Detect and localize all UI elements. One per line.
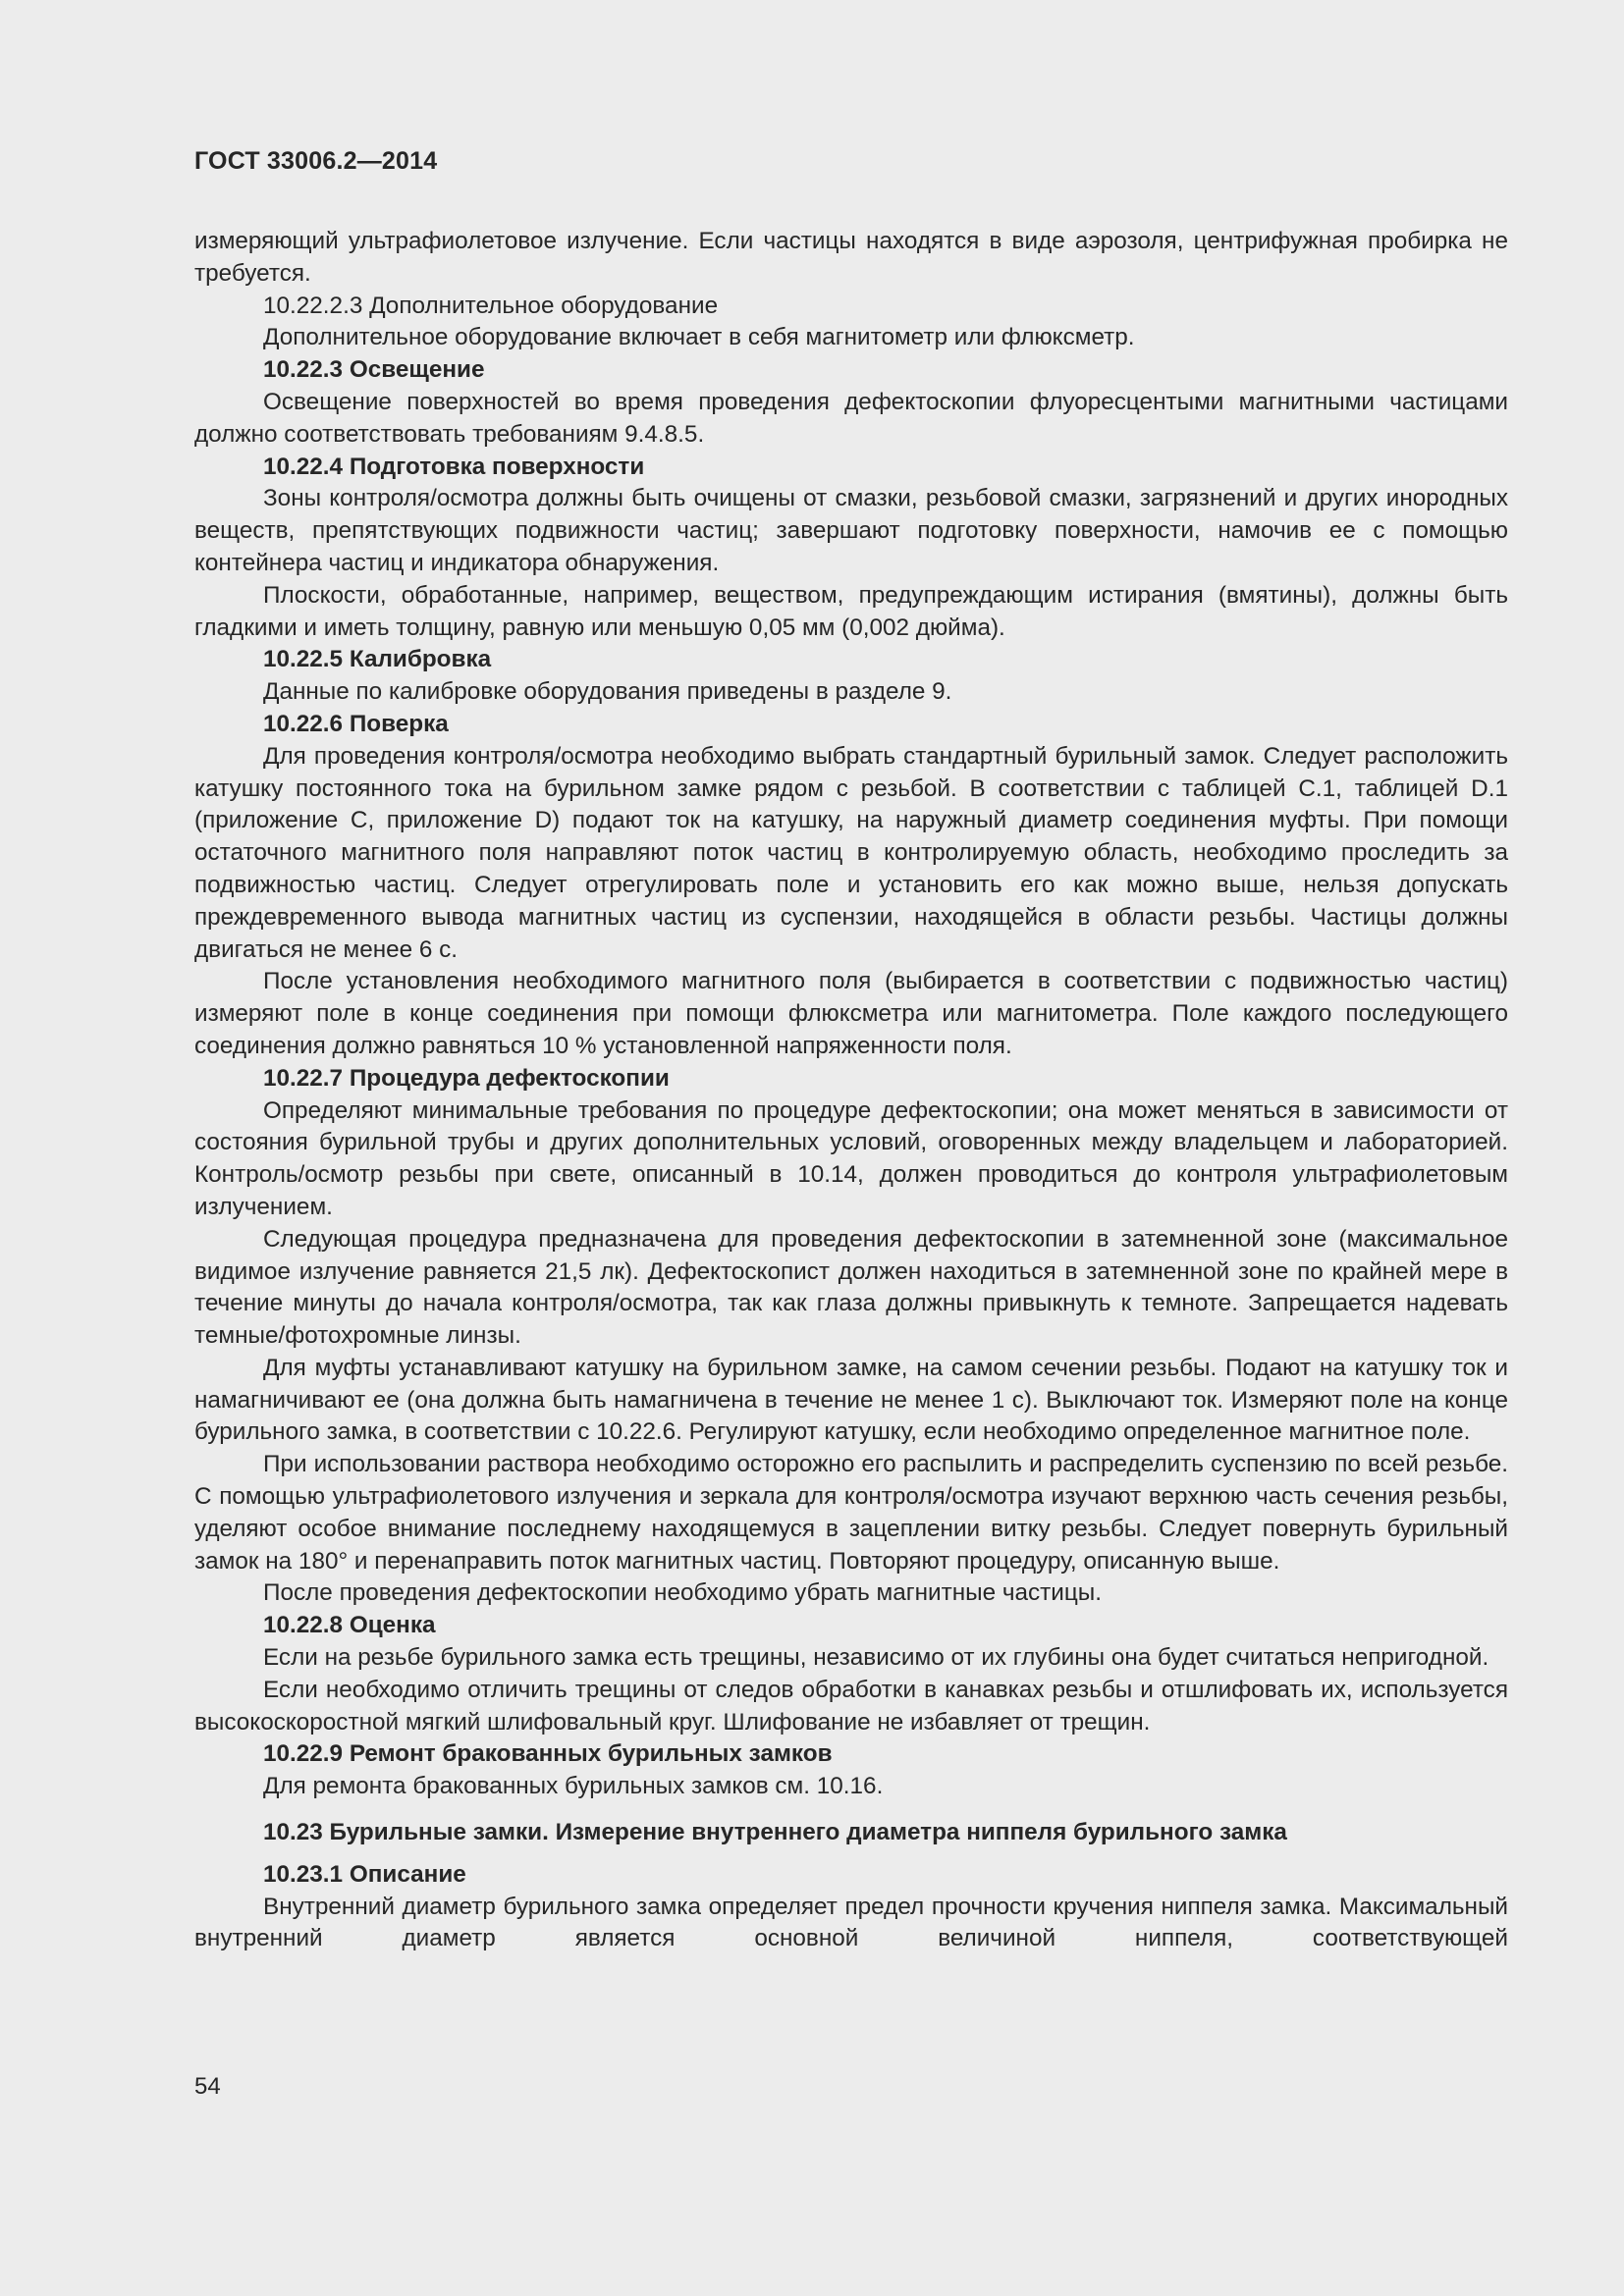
section-heading: 10.22.3 Освещение: [263, 356, 485, 384]
paragraph: Следующая процедура предназначена для проведения дефектоскопии в затемненной зоне (максимальное видимое излучение равняется 21,5 лк). Дефектоскопист должен находиться в затемненной зоне по крайней мере в течение минуты до начала контроля/осмотра, так как глаза должны привыкнуть к темноте. Запрещается надевать темные/фотохромные линзы.: [194, 1225, 1508, 1350]
page-number: 54: [194, 2073, 221, 2100]
paragraph: При использовании раствора необходимо осторожно его распылить и распределить суспензию по всей резьбе. С помощью ультрафиолетового излучения и зеркала для контроля/осмотра изучают верхнюю часть сечения резьбы, уделяют особое внимание последнему находящемуся в зацеплении витку резьбы. Следует повернуть бурильный замок на 180° и перенаправить поток магнитных частиц. Повторяют процедуру, описанную выше.: [194, 1451, 1508, 1575]
paragraph: Определяют минимальные требования по процедуре дефектоскопии; она может меняться в зависимости от состояния бурильной трубы и других дополнительных условий, оговоренных между владельцем и лабораторией. Контроль/осмотр резьбы при свете, описанный в 10.14, должен проводиться до контроля ультрафиолетовым излучением.: [194, 1096, 1508, 1220]
paragraph: измеряющий ультрафиолетовое излучение. Если частицы находятся в виде аэрозоля, центрифужная пробирка не требуется.: [194, 228, 1508, 287]
paragraph: Для муфты устанавливают катушку на бурильном замке, на самом сечении резьбы. Подают на катушку ток и намагничивают ее (она должна быть намагничена в течение не менее 1 с). Выключают ток. Измеряют поле на конце бурильного замка, в соответствии с 10.22.6. Регулируют катушку, если необходимо определенное магнитное поле.: [194, 1354, 1508, 1446]
paragraph: Освещение поверхностей во время проведения дефектоскопии флуоресцентыми магнитными частицами должно соответствовать требованиям 9.4.8.5.: [194, 388, 1508, 448]
paragraph: Для ремонта бракованных бурильных замков см. 10.16.: [263, 1773, 884, 1800]
paragraph: Плоскости, обработанные, например, веществом, предупреждающим истирания (вмятины), должны быть гладкими и иметь толщину, равную или меньшую 0,05 мм (0,002 дюйма).: [194, 581, 1508, 641]
section-heading: 10.22.8 Оценка: [263, 1612, 436, 1639]
paragraph: Если необходимо отличить трещины от следов обработки в канавках резьбы и отшлифовать их, используется высокоскоростной мягкий шлифовальный круг. Шлифование не избавляет от трещин.: [194, 1676, 1508, 1735]
paragraph: Дополнительное оборудование включает в себя магнитометр или флюксметр.: [263, 324, 1135, 351]
document-body: [194, 226, 1508, 1955]
section-heading: 10.22.4 Подготовка поверхности: [263, 453, 645, 480]
section-heading: 10.22.9 Ремонт бракованных бурильных замков: [263, 1740, 833, 1768]
section-heading: 10.22.6 Поверка: [263, 710, 449, 737]
paragraph: Внутренний диаметр бурильного замка определяет предел прочности кручения ниппеля замка. Максимальный внутренний диаметр является основной величиной ниппеля, соответствующей: [194, 1893, 1508, 1952]
paragraph: После установления необходимого магнитного поля (выбирается в соответствии с подвижностью частиц) измеряют поле в конце соединения при помощи флюксметра или магнитометра. Поле каждого последующего соединения должно равняться 10 % установленной напряженности поля.: [194, 968, 1508, 1059]
paragraph: После проведения дефектоскопии необходимо убрать магнитные частицы.: [263, 1579, 1103, 1607]
chapter-heading: 10.23 Бурильные замки. Измерение внутреннего диаметра ниппеля бурильного замка: [263, 1819, 1287, 1846]
section-heading: 10.22.7 Процедура дефектоскопии: [263, 1064, 670, 1092]
section-heading: 10.22.5 Калибровка: [263, 646, 492, 673]
paragraph: Для проведения контроля/осмотра необходимо выбрать стандартный бурильный замок. Следует расположить катушку постоянного тока на бурильном замке рядом с резьбой. В соответствии с таблицей С.1, таблицей D.1 (приложение С, приложение D) подают ток на катушку, на наружный диаметр соединения муфты. При помощи остаточного магнитного поля направляют поток частиц в контролируемую область, необходимо проследить за подвижностью частиц. Следует отрегулировать поле и установить его как можно выше, нельзя допускать преждевременного вывода магнитных частиц из суспензии, находящейся в области резьбы. Частицы должны двигаться не менее 6 с.: [194, 742, 1508, 963]
section-heading: 10.23.1 Описание: [263, 1860, 466, 1888]
paragraph: Зоны контроля/осмотра должны быть очищены от смазки, резьбовой смазки, загрязнений и других инородных веществ, препятствующих подвижности частиц; завершают подготовку поверхности, намочив ее с помощью контейнера частиц и индикатора обнаружения.: [194, 485, 1508, 576]
paragraph: Если на резьбе бурильного замка есть трещины, независимо от их глубины она будет считаться непригодной.: [263, 1644, 1489, 1672]
subsection-title: 10.22.2.3 Дополнительное оборудование: [263, 292, 719, 319]
paragraph: Данные по калибровке оборудования приведены в разделе 9.: [263, 678, 952, 706]
document-header: ГОСТ 33006.2—2014: [194, 147, 438, 175]
